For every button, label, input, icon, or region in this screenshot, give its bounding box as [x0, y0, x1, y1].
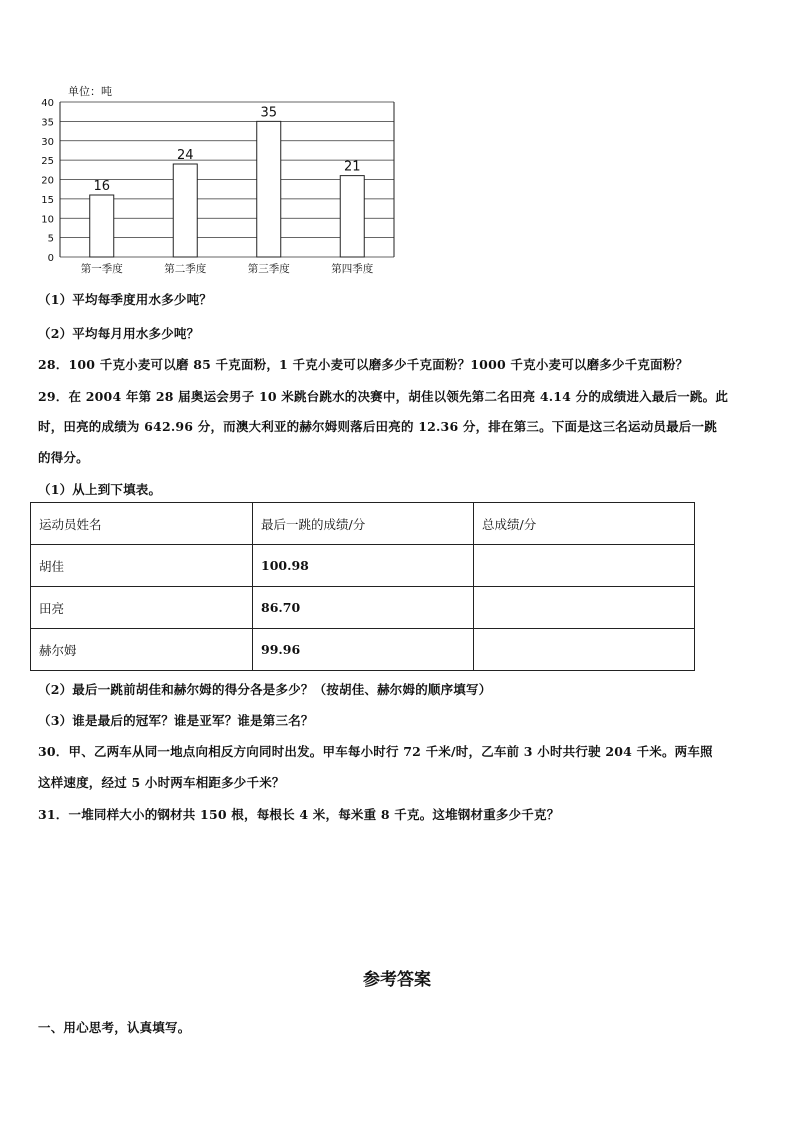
question-28: 28．100 千克小麦可以磨 85 千克面粉，1 千克小麦可以磨多少千克面粉？1000 千克小麦可以磨多少千克面粉？ [38, 357, 689, 372]
x-tick-label: 第四季度 [331, 263, 374, 275]
cell-last-jump: 100.98 [253, 545, 474, 587]
cell-name: 赫尔姆 [31, 629, 253, 671]
y-tick-label: 35 [41, 117, 54, 129]
unit-label: 单位：吨 [68, 85, 112, 98]
cell-name: 田亮 [31, 587, 253, 629]
cell-total[interactable] [474, 629, 695, 671]
y-tick-label: 20 [41, 175, 54, 187]
y-tick-label: 10 [41, 214, 54, 226]
question-29-2: （2）最后一跳前胡佳和赫尔姆的得分各是多少？（按胡佳、赫尔姆的顺序填写） [38, 682, 492, 697]
bar-chart-svg [30, 80, 410, 280]
y-tick-label: 15 [41, 194, 54, 206]
cell-total[interactable] [474, 587, 695, 629]
answer-title: 参考答案 [363, 970, 431, 990]
bar-value-label: 16 [93, 179, 111, 194]
bar [90, 195, 114, 257]
y-tick-label: 5 [47, 233, 54, 245]
question-30-line2: 这样速度，经过 5 小时两车相距多少千米？ [38, 775, 285, 790]
bar [257, 121, 281, 257]
table-row [31, 629, 695, 671]
section-1-heading: 一、用心思考，认真填写。 [38, 1020, 191, 1035]
bar-value-label: 35 [260, 105, 278, 121]
table-header-row [31, 503, 695, 545]
question-29-3: （3）谁是最后的冠军？谁是亚军？谁是第三名？ [38, 713, 314, 728]
x-tick-label: 第三季度 [247, 263, 290, 275]
cell-last-jump: 86.70 [253, 587, 474, 629]
header-last-jump: 最后一跳的成绩/分 [253, 503, 474, 545]
score-table [30, 502, 695, 671]
y-tick-label: 25 [41, 156, 54, 168]
x-tick-label: 第一季度 [80, 263, 123, 275]
x-tick-label: 第二季度 [164, 263, 207, 275]
cell-last-jump: 99.96 [253, 629, 474, 671]
bar [173, 164, 197, 257]
question-29-line1: 29．在 2004 年第 28 届奥运会男子 10 米跳台跳水的决赛中，胡佳以领先第二名田亮 4.14 分的成绩进入最后一跳。此 [38, 389, 729, 404]
question-27-2: （2）平均每月用水多少吨？ [38, 326, 200, 341]
cell-total[interactable] [474, 545, 695, 587]
question-29-line3: 的得分。 [38, 450, 89, 465]
question-31: 31．一堆同样大小的钢材共 150 根，每根长 4 米，每米重 8 千克。这堆钢材重多少千克？ [38, 807, 560, 822]
question-27-1: （1）平均每季度用水多少吨？ [38, 292, 212, 307]
table-row [31, 545, 695, 587]
question-30-line1: 30．甲、乙两车从同一地点向相反方向同时出发。甲车每小时行 72 千米/时，乙车前 3 小时共行驶 204 千米。两车照 [38, 744, 713, 759]
header-name: 运动员姓名 [31, 503, 253, 545]
header-total: 总成绩/分 [474, 503, 695, 545]
y-tick-label: 0 [47, 253, 54, 264]
table-row [31, 587, 695, 629]
cell-name: 胡佳 [31, 545, 253, 587]
y-tick-label: 30 [41, 136, 54, 148]
y-tick-label: 40 [41, 98, 54, 109]
question-29-1: （1）从上到下填表。 [38, 482, 162, 497]
bar [340, 176, 364, 257]
question-29-line2: 时，田亮的成绩为 642.96 分，而澳大利亚的赫尔姆则落后田亮的 12.36 分，排在第三。下面是这三名运动员最后一跳 [38, 419, 717, 434]
bar-value-label: 24 [176, 148, 194, 163]
bar-value-label: 21 [343, 159, 361, 175]
bar-chart [30, 80, 410, 280]
